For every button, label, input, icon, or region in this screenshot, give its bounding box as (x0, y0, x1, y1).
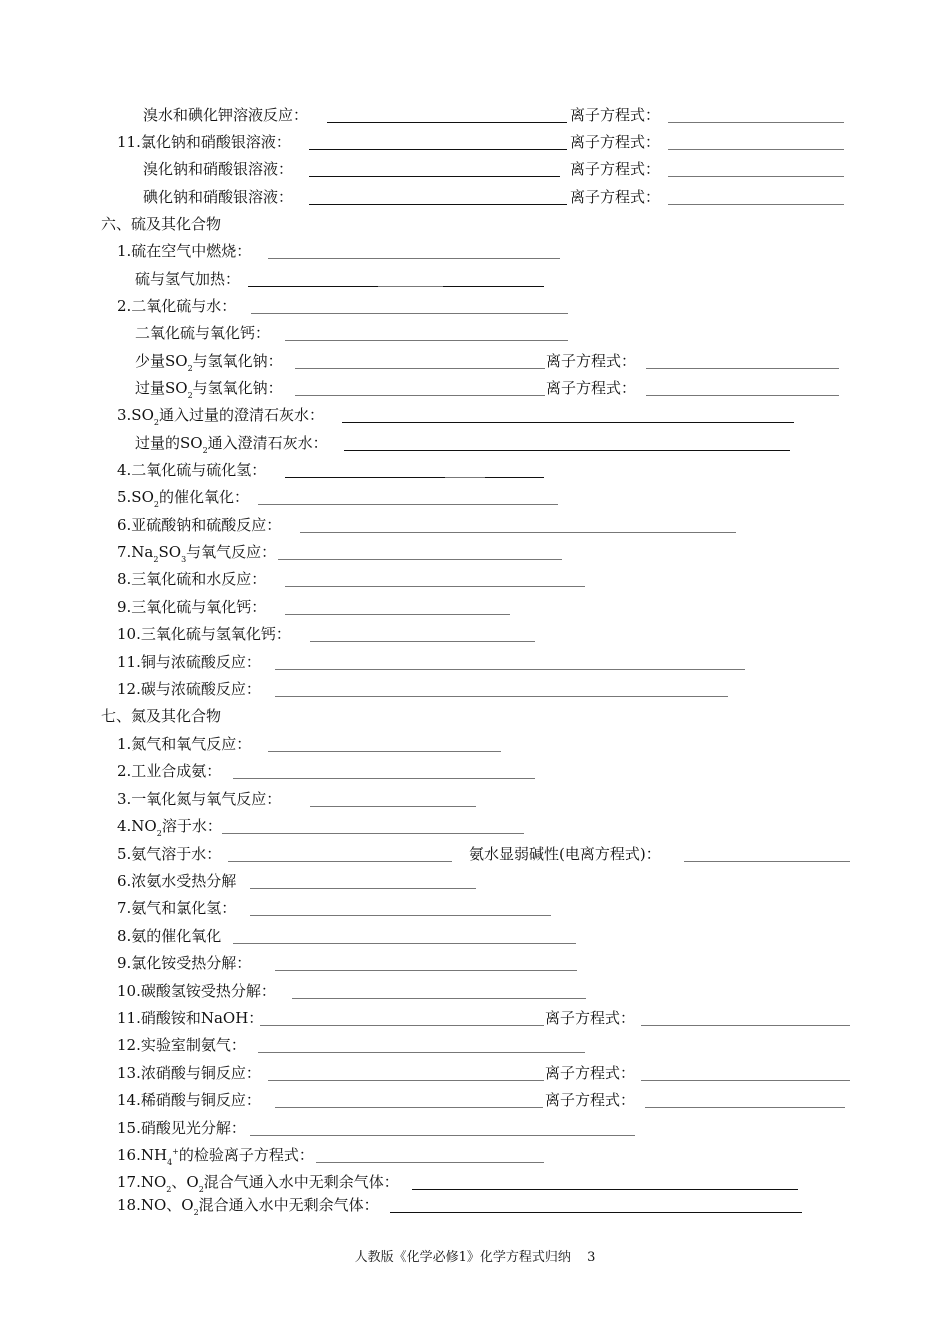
line-bromine-ki (0, 104, 950, 126)
line-s-3 (0, 404, 950, 426)
answer-blank[interactable] (309, 158, 560, 177)
ion-equation-label: 离子方程式： (570, 188, 661, 206)
item-label: 14.稀硝酸与铜反应： (117, 1091, 261, 1109)
answer-blank[interactable] (316, 1144, 544, 1163)
ion-equation-label: 离子方程式： (545, 1064, 636, 1082)
item-label: $3.SO_2$通入过量的澄清石灰水： (117, 406, 324, 427)
item-label: 1.硫在空气中燃烧： (117, 242, 252, 260)
answer-blank[interactable] (285, 459, 445, 478)
line-n-11 (0, 1007, 950, 1029)
answer-blank[interactable] (233, 925, 576, 944)
answer-blank[interactable] (445, 459, 485, 478)
answer-blank[interactable] (295, 350, 545, 369)
page-footer (0, 1249, 950, 1267)
item-label: 2.工业合成氨： (117, 762, 222, 780)
ion-equation-label: 离子方程式： (546, 379, 637, 397)
answer-blank[interactable] (285, 322, 568, 341)
section-heading-nitrogen: 七、氮及其化合物 (101, 707, 222, 725)
item-label: $4.NO_2$溶于水： (117, 817, 222, 838)
line-s-1 (0, 240, 950, 262)
answer-blank[interactable] (268, 1062, 544, 1081)
answer-blank[interactable] (275, 678, 728, 697)
answer-blank[interactable] (275, 1089, 543, 1108)
item-label: 8.三氧化硫和水反应： (117, 570, 267, 588)
item-label: 9.氯化铵受热分解： (117, 954, 252, 972)
section-heading-sulfur: 六、硫及其化合物 (101, 215, 222, 233)
item-label: 10.三氧化硫与氢氧化钙： (117, 625, 291, 643)
line-n-18 (0, 1194, 950, 1216)
item-label: 9.三氧化硫与氧化钙： (117, 598, 267, 616)
item-label: 溴化钠和硝酸银溶液： (143, 160, 294, 178)
line-n-9 (0, 952, 950, 974)
line-n-5 (0, 843, 950, 865)
item-label: 5.氨气溶于水： (117, 845, 222, 863)
answer-blank[interactable] (310, 623, 535, 642)
line-n-13 (0, 1062, 950, 1084)
ion-equation-label: 离子方程式： (570, 106, 661, 124)
line-n-14 (0, 1089, 950, 1111)
line-n-3 (0, 788, 950, 810)
item-label: $5.SO_2$的催化氧化： (117, 488, 249, 509)
answer-blank[interactable] (412, 1171, 798, 1190)
item-label: 18.NO、$O_2$混合通入水中无剩余气体： (117, 1196, 379, 1217)
ion-equation-label: 离子方程式： (545, 1091, 636, 1109)
item-label: 少量$SO_2$与氢氧化钠： (135, 352, 283, 373)
item-label: 11.硝酸铵和NaOH： (117, 1009, 264, 1027)
line-n-4 (0, 815, 950, 837)
line-nabr-agno3 (0, 158, 950, 180)
answer-blank[interactable] (443, 268, 544, 287)
ion-answer-blank[interactable] (668, 186, 844, 205)
answer-blank[interactable] (327, 104, 567, 123)
ion-equation-label: 离子方程式： (546, 352, 637, 370)
line-s-5 (0, 486, 950, 508)
answer-blank[interactable] (390, 1194, 802, 1213)
ion-equation-label: 离子方程式： (570, 160, 661, 178)
item-label: 15.硝酸见光分解： (117, 1119, 246, 1137)
line-n-17 (0, 1171, 950, 1193)
line-n-12 (0, 1034, 950, 1056)
answer-blank[interactable] (292, 980, 586, 999)
line-s-10 (0, 623, 950, 645)
answer-blank[interactable] (251, 295, 568, 314)
answer-blank[interactable] (485, 459, 544, 478)
line-s-8 (0, 568, 950, 590)
ion-equation-label: 离子方程式： (545, 1009, 636, 1027)
answer-blank[interactable] (268, 240, 560, 259)
item-label: 13.浓硝酸与铜反应： (117, 1064, 261, 1082)
answer-blank[interactable] (250, 870, 476, 889)
answer-blank[interactable] (295, 377, 545, 396)
line-n-2 (0, 760, 950, 782)
item-label: 溴水和碘化钾溶液反应： (143, 106, 309, 124)
answer-blank[interactable] (300, 514, 736, 533)
answer-blank[interactable] (250, 897, 551, 916)
line-s-1b (0, 268, 950, 290)
footer-title: 人教版《化学必修1》化学方程式归纳 (354, 1250, 571, 1265)
ion-answer-blank[interactable] (645, 1089, 845, 1108)
answer-blank[interactable] (344, 432, 790, 451)
answer-blank[interactable] (278, 541, 562, 560)
item-label: $16.NH_4^+$的检验离子方程式： (117, 1146, 314, 1167)
item-label: 10.碳酸氢铵受热分解： (117, 982, 276, 1000)
line-s-4 (0, 459, 950, 481)
item-label: 过量$SO_2$与氢氧化钠： (135, 379, 283, 400)
item-label: 1.氮气和氧气反应： (117, 735, 252, 753)
answer-blank[interactable] (233, 760, 535, 779)
item-label: 硫与氢气加热： (135, 270, 241, 288)
item-label: 12.碳与浓硫酸反应： (117, 680, 261, 698)
answer-blank[interactable] (378, 268, 443, 287)
line-n-7 (0, 897, 950, 919)
line-s-11 (0, 651, 950, 673)
item-label: 11.氯化钠和硝酸银溶液： (117, 133, 291, 151)
item-label: 11.铜与浓硫酸反应： (117, 653, 261, 671)
answer-blank[interactable] (250, 1117, 635, 1136)
item-label: 碘化钠和硝酸银溶液： (143, 188, 294, 206)
line-s-2 (0, 295, 950, 317)
line-n-15 (0, 1117, 950, 1139)
answer-blank[interactable] (275, 952, 577, 971)
ion-answer-blank[interactable] (641, 1007, 850, 1026)
line-s-2d (0, 377, 950, 399)
page-number: 3 (587, 1250, 596, 1265)
line-nai-agno3 (0, 186, 950, 208)
line-s-6 (0, 514, 950, 536)
item-label: 4.二氧化硫与硫化氢： (117, 461, 267, 479)
line-n-10 (0, 980, 950, 1002)
line-s-2b (0, 322, 950, 344)
item-label: 过量的$SO_2$通入澄清石灰水： (135, 434, 328, 455)
answer-blank[interactable] (258, 486, 558, 505)
answer-blank[interactable] (258, 1034, 585, 1053)
item-label: $17.NO_2$、$O_2$混合气通入水中无剩余气体： (117, 1173, 399, 1194)
answer-blank[interactable] (684, 843, 850, 862)
line-n-1 (0, 733, 950, 755)
answer-blank[interactable] (285, 568, 585, 587)
item-label: 3.一氧化氮与氧气反应： (117, 790, 282, 808)
ion-answer-blank[interactable] (641, 1062, 850, 1081)
line-s-3b (0, 432, 950, 454)
item-label: 7.氨气和氯化氢： (117, 899, 237, 917)
answer-blank[interactable] (248, 268, 378, 287)
item-label: 2.二氧化硫与水： (117, 297, 237, 315)
answer-blank[interactable] (342, 404, 794, 423)
line-n-8 (0, 925, 950, 947)
line-s-2c (0, 350, 950, 372)
ion-answer-blank[interactable] (668, 158, 844, 177)
line-s-12 (0, 678, 950, 700)
ion-answer-blank[interactable] (668, 104, 844, 123)
ion-answer-blank[interactable] (668, 131, 844, 150)
ion-answer-blank[interactable] (646, 377, 839, 396)
item-label: $7.Na_2SO_3$与氧气反应： (117, 543, 277, 564)
line-s-7 (0, 541, 950, 563)
item-label: 6.浓氨水受热分解 (117, 872, 237, 890)
answer-blank[interactable] (222, 815, 524, 834)
answer-blank[interactable] (260, 1007, 544, 1026)
ion-equation-label: 离子方程式： (570, 133, 661, 151)
line-n-16 (0, 1144, 950, 1166)
item-label: 8.氨的催化氧化 (117, 927, 222, 945)
answer-blank[interactable] (310, 788, 476, 807)
item-label: 二氧化硫与氧化钙： (135, 324, 271, 342)
item-label: 氨水显弱碱性(电离方程式)： (469, 845, 661, 863)
line-s-9 (0, 596, 950, 618)
ion-answer-blank[interactable] (646, 350, 839, 369)
answer-blank[interactable] (309, 186, 567, 205)
answer-blank[interactable] (228, 843, 452, 862)
answer-blank[interactable] (275, 651, 745, 670)
item-label: 6.亚硫酸钠和硫酸反应： (117, 516, 282, 534)
answer-blank[interactable] (268, 733, 501, 752)
answer-blank[interactable] (309, 131, 567, 150)
line-n-6 (0, 870, 950, 892)
item-label: 12.实验室制氨气： (117, 1036, 246, 1054)
answer-blank[interactable] (285, 596, 510, 615)
line-nacl-agno3 (0, 131, 950, 153)
